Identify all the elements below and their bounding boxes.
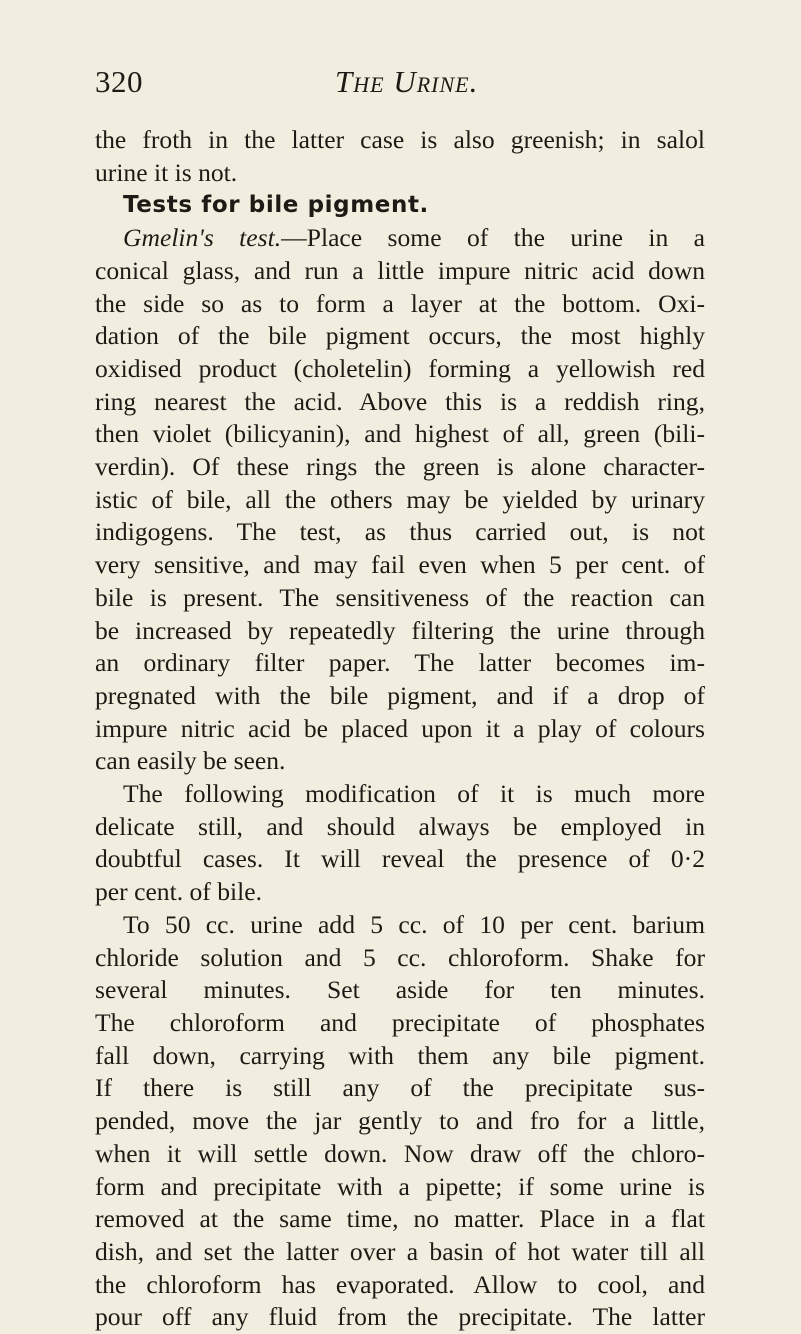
text-line: To 50 cc. urine add 5 cc. of 10 per cent. barium <box>123 909 705 939</box>
text-line: ring nearest the acid. Above this is a reddish ring, <box>95 386 705 416</box>
text-line: indigogens. The test, as thus carried out, is not <box>95 517 705 547</box>
text-line: be increased by repeatedly filtering the urine through <box>95 615 705 645</box>
text-line: per cent. of bile. <box>95 877 262 907</box>
text-line: pour off any fluid from the precipitate. The latter <box>95 1302 705 1332</box>
text-fragment: —Place some of the urine in a <box>281 223 705 253</box>
text-line: form and precipitate with a pipette; if some urine is <box>95 1171 705 1201</box>
text-line: very sensitive, and may fail even when 5 per cent. of <box>95 550 705 580</box>
page-number: 320 <box>95 64 143 99</box>
text-line: delicate still, and should always be employed in <box>95 811 705 841</box>
text-line: pended, move the jar gently to and fro for a little, <box>95 1106 705 1136</box>
text-line: the froth in the latter case is also greenish; in salol <box>95 125 705 154</box>
text-line: pregnated with the bile pigment, and if a drop of <box>95 680 705 710</box>
text-line: an ordinary filter paper. The latter becomes im- <box>95 648 705 678</box>
text-line: bile is present. The sensitiveness of the reaction can <box>95 582 705 612</box>
test-name: Gmelin's test. <box>123 223 282 253</box>
text-line: The chloroform and precipitate of phosphates <box>95 1007 705 1037</box>
text-line: the side so as to form a layer at the bottom. Oxi- <box>95 288 705 318</box>
running-title: The Urine. <box>335 64 479 99</box>
text-line: removed at the same time, no matter. Place in a flat <box>95 1204 705 1234</box>
text-line: dish, and set the latter over a basin of hot water till all <box>95 1236 705 1266</box>
text-line: istic of bile, all the others may be yielded by urinary <box>95 484 705 514</box>
section-heading: Tests for bile pigment. <box>123 192 429 219</box>
text-line: conical glass, and run a little impure nitric acid down <box>95 255 705 285</box>
text-line: several minutes. Set aside for ten minutes. <box>95 975 705 1005</box>
text-line: doubtful cases. It will reveal the presence of 0·2 <box>95 844 705 874</box>
text-line <box>95 222 705 255</box>
text-line: urine it is not. <box>95 157 238 187</box>
text-line: dation of the bile pigment occurs, the most highly <box>95 321 705 351</box>
page-header <box>95 64 705 104</box>
text-line: fall down, carrying with them any bile pigment. <box>95 1040 705 1070</box>
text-line: oxidised product (choletelin) forming a yellowish red <box>95 353 705 383</box>
text-line: when it will settle down. Now draw off the chloro- <box>95 1138 705 1168</box>
body-text <box>95 124 705 1334</box>
text-line: then violet (bilicyanin), and highest of all, green (bili- <box>95 419 705 449</box>
text-line: verdin). Of these rings the green is alone character- <box>95 452 705 482</box>
text-line: If there is still any of the precipitate sus- <box>95 1073 705 1103</box>
text-line: can easily be seen. <box>95 746 286 776</box>
text-line: the chloroform has evaporated. Allow to cool, and <box>95 1269 705 1299</box>
text-line: The following modification of it is much more <box>123 779 705 809</box>
text-line: impure nitric acid be placed upon it a play of colours <box>95 713 705 743</box>
text-line: chloride solution and 5 cc. chloroform. Shake for <box>95 942 705 972</box>
